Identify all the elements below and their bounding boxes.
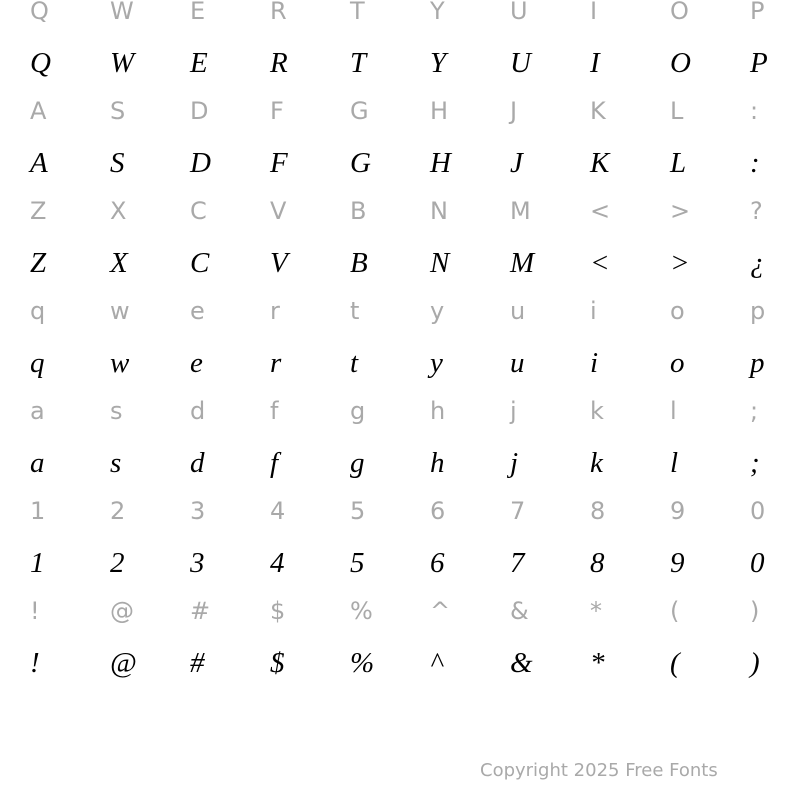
- reference-glyph-row: [0, 194, 800, 244]
- reference-glyph: G: [350, 97, 369, 125]
- reference-glyph: W: [110, 0, 134, 25]
- sample-glyph: A: [30, 147, 48, 179]
- sample-glyph: U: [510, 47, 531, 79]
- sample-glyph: #: [190, 647, 205, 679]
- sample-glyph: ): [750, 647, 760, 679]
- reference-glyph: s: [110, 397, 123, 425]
- reference-glyph: Y: [430, 0, 445, 25]
- reference-glyph: d: [190, 397, 206, 425]
- sample-glyph: G: [350, 147, 371, 179]
- sample-glyph: M: [510, 247, 535, 279]
- sample-glyph: X: [110, 247, 128, 279]
- reference-glyph-row: [0, 94, 800, 144]
- reference-glyph-row: [0, 294, 800, 344]
- reference-glyph: f: [270, 397, 279, 425]
- sample-glyph: $: [270, 647, 285, 679]
- sample-glyph: t: [350, 347, 359, 379]
- reference-glyph: P: [750, 0, 765, 25]
- sample-glyph: B: [350, 247, 368, 279]
- reference-glyph: ;: [750, 397, 759, 425]
- sample-glyph: E: [190, 47, 208, 79]
- reference-glyph: g: [350, 397, 366, 425]
- sample-glyph: (: [670, 647, 680, 679]
- sample-glyph: u: [510, 347, 525, 379]
- reference-glyph-row: [0, 394, 800, 444]
- sample-glyph: a: [30, 447, 45, 479]
- reference-glyph: ): [750, 597, 760, 625]
- sample-glyph: p: [750, 347, 765, 379]
- sample-glyph: d: [190, 447, 205, 479]
- reference-glyph: 9: [670, 497, 686, 525]
- reference-glyph: k: [590, 397, 604, 425]
- sample-glyph: 3: [190, 547, 205, 579]
- reference-glyph: e: [190, 297, 205, 325]
- reference-glyph: K: [590, 97, 606, 125]
- sample-glyph: ^: [430, 647, 443, 679]
- reference-glyph: t: [350, 297, 360, 325]
- sample-glyph: S: [110, 147, 125, 179]
- sample-glyph: ;: [750, 447, 760, 479]
- reference-glyph: I: [590, 0, 598, 25]
- reference-glyph: T: [350, 0, 365, 25]
- reference-glyph: Z: [30, 197, 47, 225]
- sample-glyph: &: [510, 647, 533, 679]
- reference-glyph: :: [750, 97, 759, 125]
- sample-glyph: H: [430, 147, 451, 179]
- reference-glyph: h: [430, 397, 446, 425]
- reference-glyph: <: [590, 197, 611, 225]
- sample-glyph: Y: [430, 47, 447, 79]
- sample-glyph: :: [750, 147, 760, 179]
- sample-glyph: w: [110, 347, 130, 379]
- sample-glyph: I: [590, 47, 600, 79]
- sample-glyph: F: [270, 147, 288, 179]
- sample-glyph: C: [190, 247, 210, 279]
- sample-glyph: 8: [590, 547, 605, 579]
- sample-glyph: j: [510, 447, 519, 479]
- sample-glyph: l: [670, 447, 679, 479]
- sample-glyph: s: [110, 447, 122, 479]
- reference-glyph: 0: [750, 497, 766, 525]
- reference-glyph: V: [270, 197, 287, 225]
- reference-glyph: w: [110, 297, 130, 325]
- reference-glyph: &: [510, 597, 529, 625]
- sample-glyph: 5: [350, 547, 365, 579]
- reference-glyph: !: [30, 597, 40, 625]
- reference-glyph-row: [0, 594, 800, 644]
- reference-glyph: D: [190, 97, 209, 125]
- sample-glyph: R: [270, 47, 288, 79]
- reference-glyph: N: [430, 197, 448, 225]
- sample-glyph: K: [590, 147, 610, 179]
- reference-glyph: F: [270, 97, 284, 125]
- sample-glyph: ¿: [750, 247, 765, 279]
- sample-glyph-row: [0, 644, 800, 694]
- sample-glyph: N: [430, 247, 450, 279]
- sample-glyph: 2: [110, 547, 125, 579]
- reference-glyph: 5: [350, 497, 366, 525]
- reference-glyph: 7: [510, 497, 526, 525]
- sample-glyph: *: [590, 647, 605, 679]
- sample-glyph: L: [670, 147, 687, 179]
- sample-glyph: q: [30, 347, 45, 379]
- reference-glyph: #: [190, 597, 211, 625]
- reference-glyph: y: [430, 297, 445, 325]
- reference-glyph: (: [670, 597, 680, 625]
- sample-glyph: Q: [30, 47, 51, 79]
- reference-glyph: R: [270, 0, 287, 25]
- sample-glyph: e: [190, 347, 203, 379]
- reference-glyph: 4: [270, 497, 286, 525]
- reference-glyph: B: [350, 197, 367, 225]
- sample-glyph: 6: [430, 547, 445, 579]
- sample-glyph: o: [670, 347, 685, 379]
- sample-glyph: >: [670, 247, 690, 279]
- sample-glyph: h: [430, 447, 445, 479]
- reference-glyph: J: [510, 97, 518, 125]
- sample-glyph: T: [350, 47, 367, 79]
- sample-glyph: <: [590, 247, 610, 279]
- sample-glyph: O: [670, 47, 691, 79]
- reference-glyph: *: [590, 597, 602, 625]
- reference-glyph: ?: [750, 197, 763, 225]
- reference-glyph: H: [430, 97, 449, 125]
- sample-glyph: i: [590, 347, 599, 379]
- sample-glyph: 7: [510, 547, 525, 579]
- reference-glyph: A: [30, 97, 47, 125]
- sample-glyph: 4: [270, 547, 285, 579]
- reference-glyph: E: [190, 0, 206, 25]
- reference-glyph: M: [510, 197, 531, 225]
- reference-glyph: q: [30, 297, 46, 325]
- sample-glyph: %: [350, 647, 375, 679]
- sample-glyph: 0: [750, 547, 765, 579]
- reference-glyph: l: [670, 397, 677, 425]
- reference-glyph: p: [750, 297, 766, 325]
- reference-glyph: X: [110, 197, 127, 225]
- reference-glyph: U: [510, 0, 528, 25]
- reference-glyph: C: [190, 197, 207, 225]
- reference-glyph: S: [110, 97, 126, 125]
- reference-glyph: a: [30, 397, 45, 425]
- reference-glyph: r: [270, 297, 280, 325]
- reference-glyph-row: [0, 494, 800, 544]
- sample-glyph: f: [270, 447, 279, 479]
- sample-glyph: W: [110, 47, 135, 79]
- reference-glyph: >: [670, 197, 691, 225]
- sample-glyph: 9: [670, 547, 685, 579]
- reference-glyph: 2: [110, 497, 126, 525]
- sample-glyph: !: [30, 647, 40, 679]
- sample-glyph: J: [510, 147, 523, 179]
- reference-glyph: u: [510, 297, 526, 325]
- reference-glyph: @: [110, 597, 134, 625]
- copyright-text: Copyright 2025 Free Fonts: [480, 760, 718, 781]
- reference-glyph: 3: [190, 497, 206, 525]
- sample-glyph: P: [750, 47, 768, 79]
- reference-glyph: %: [350, 597, 373, 625]
- reference-glyph: Q: [30, 0, 49, 25]
- reference-glyph: i: [590, 297, 597, 325]
- sample-glyph: 1: [30, 547, 45, 579]
- reference-glyph: ^: [430, 597, 451, 625]
- sample-glyph: k: [590, 447, 603, 479]
- sample-glyph: D: [190, 147, 211, 179]
- reference-glyph: L: [670, 97, 684, 125]
- reference-glyph: o: [670, 297, 685, 325]
- sample-glyph: r: [270, 347, 282, 379]
- sample-glyph: Z: [30, 247, 47, 279]
- sample-glyph: y: [430, 347, 443, 379]
- reference-glyph: j: [510, 397, 517, 425]
- sample-glyph: g: [350, 447, 365, 479]
- reference-glyph: 1: [30, 497, 46, 525]
- sample-glyph: @: [110, 647, 137, 679]
- reference-glyph: O: [670, 0, 689, 25]
- sample-glyph: V: [270, 247, 288, 279]
- reference-glyph: 8: [590, 497, 606, 525]
- reference-glyph: $: [270, 597, 286, 625]
- reference-glyph: 6: [430, 497, 446, 525]
